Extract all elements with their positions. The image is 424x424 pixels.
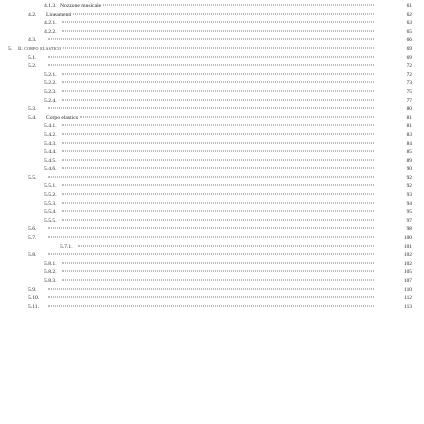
dot-leader — [62, 133, 374, 134]
toc-entry-title: Il corpo elastico — [18, 45, 62, 52]
toc-entry-page: 107 — [403, 278, 412, 284]
toc-entry-number: 5.8.3. — [44, 278, 57, 284]
dot-leader — [62, 219, 374, 220]
toc-entry-number: 5.4.3. — [44, 140, 57, 147]
dot-leader — [48, 56, 374, 57]
toc-entry-number: 4.2. — [28, 11, 37, 18]
toc-entry-number: 5.9. — [28, 286, 37, 293]
toc-entry[interactable] — [0, 148, 424, 157]
toc-entry[interactable] — [0, 191, 424, 200]
toc-entry-number: 5.5.3. — [44, 200, 57, 207]
toc-entry[interactable] — [0, 54, 424, 63]
dot-leader — [62, 194, 374, 195]
toc-entry-number: 5.2.4. — [44, 97, 57, 104]
toc-entry-number: 4.2.1. — [44, 20, 57, 27]
toc-entry[interactable] — [0, 131, 424, 140]
toc-entry-page: 62 — [406, 11, 412, 18]
toc-entry-page: 92 — [406, 174, 412, 181]
toc-entry-number: 4.1.3. — [44, 3, 57, 9]
toc-entry-title: Corpo elastico — [46, 114, 79, 121]
toc-entry-page: 112 — [404, 295, 412, 302]
toc-entry-number: 5.10. — [28, 295, 40, 302]
toc-entry[interactable] — [0, 286, 424, 295]
dot-leader — [62, 151, 374, 152]
toc-entry-page: 61 — [406, 3, 412, 9]
toc-entry[interactable] — [0, 140, 424, 149]
toc-entry[interactable] — [0, 71, 424, 80]
dot-leader — [62, 202, 374, 203]
toc-entry-number: 5.4.5. — [44, 157, 57, 164]
toc-entry-page: 93 — [406, 192, 412, 199]
dot-leader — [62, 211, 374, 212]
dot-leader — [48, 65, 374, 66]
toc-entry-page: 85 — [406, 149, 412, 156]
toc-entry-number: 5.4. — [28, 114, 37, 121]
dot-leader — [103, 5, 374, 6]
toc-entry-page: 113 — [404, 303, 412, 310]
toc-entry[interactable] — [0, 36, 424, 45]
dot-leader — [62, 159, 374, 160]
toc-entry-page: 102 — [403, 252, 412, 259]
toc-entry-number: 5.2.1. — [44, 71, 57, 78]
toc-entry-number: 5.2.3. — [44, 88, 57, 95]
toc-entry-number: 5.4.6. — [44, 166, 57, 173]
toc-entry-number: 5.11. — [28, 303, 39, 310]
toc-entry-page: 73 — [406, 80, 412, 87]
toc-entry-number: 5.5.4. — [44, 209, 57, 216]
toc-entry-page: 90 — [406, 166, 412, 173]
dot-leader — [62, 125, 374, 126]
toc-entry[interactable] — [0, 243, 424, 252]
dot-leader — [48, 237, 374, 238]
toc-entry-number: 5.6. — [28, 226, 37, 233]
toc-entry[interactable] — [0, 182, 424, 191]
toc-entry[interactable] — [0, 225, 424, 234]
toc-entry-page: 72 — [406, 63, 412, 70]
toc-entry-number: 5.5.2. — [44, 192, 57, 199]
toc-entry-page: 110 — [404, 286, 412, 293]
toc-entry-number: 5.3. — [28, 106, 37, 113]
dot-leader — [62, 30, 374, 31]
toc-entry-page: 69 — [406, 45, 412, 52]
toc-entry[interactable] — [0, 260, 424, 269]
toc-entry[interactable] — [0, 11, 424, 20]
dot-leader — [48, 288, 374, 289]
dot-leader — [62, 73, 374, 74]
toc-entry-page: 100 — [403, 235, 412, 242]
dot-leader — [62, 271, 374, 272]
dot-leader — [62, 82, 374, 83]
toc-entry-page: 75 — [406, 88, 412, 95]
toc-entry[interactable] — [0, 294, 424, 303]
toc-entry[interactable] — [0, 19, 424, 28]
toc-entry[interactable] — [0, 208, 424, 217]
toc-entry-page: 98 — [406, 226, 412, 233]
toc-list — [0, 2, 424, 311]
toc-entry-page: 105 — [403, 269, 412, 276]
toc-entry-page: 95 — [406, 209, 412, 216]
toc-entry-number: 5.5.5. — [44, 217, 57, 224]
toc-entry-page: 66 — [406, 37, 412, 44]
dot-leader — [62, 22, 374, 23]
toc-entry-page: 97 — [406, 217, 412, 224]
toc-entry-number: 5.1. — [28, 54, 37, 61]
toc-entry[interactable] — [0, 105, 424, 114]
toc-entry[interactable] — [0, 122, 424, 131]
toc-entry-page: 65 — [406, 28, 412, 35]
toc-entry-page: 83 — [406, 131, 412, 138]
toc-entry-page: 63 — [406, 20, 412, 27]
toc-entry[interactable] — [0, 251, 424, 260]
toc-entry[interactable] — [0, 45, 424, 54]
toc-entry-number: 5.4.1. — [44, 123, 57, 130]
toc-entry[interactable] — [0, 157, 424, 166]
toc-entry-number: 5.4.4. — [44, 149, 57, 156]
toc-entry-page: 81 — [406, 123, 412, 130]
toc-entry-page: 72 — [406, 71, 412, 78]
dot-leader — [48, 254, 374, 255]
dot-leader — [62, 168, 374, 169]
dot-leader — [73, 13, 374, 14]
toc-entry[interactable] — [0, 303, 424, 312]
toc-entry-number: 5. — [8, 45, 13, 52]
toc-entry[interactable] — [0, 114, 424, 123]
dot-leader — [80, 116, 374, 117]
toc-entry[interactable] — [0, 79, 424, 88]
toc-entry-number: 4.3. — [28, 37, 37, 44]
toc-entry-page: 101 — [403, 243, 412, 250]
toc-entry[interactable] — [0, 268, 424, 277]
dot-leader — [62, 90, 374, 91]
toc-entry[interactable] — [0, 88, 424, 97]
toc-entry-page: 89 — [406, 157, 412, 164]
toc-entry-page: 77 — [406, 97, 412, 104]
dot-leader — [48, 305, 374, 306]
toc-entry-number: 5.2. — [28, 63, 37, 70]
toc-entry-number: 5.5.1. — [44, 183, 57, 190]
toc-entry[interactable] — [0, 174, 424, 183]
toc-entry[interactable] — [0, 28, 424, 37]
toc-entry[interactable] — [0, 165, 424, 174]
toc-entry-number: 5.5. — [28, 174, 37, 181]
toc-entry-page: 84 — [406, 140, 412, 147]
toc-entry-number: 5.7.1. — [60, 243, 73, 250]
toc-entry-title: Lineamenti — [46, 11, 72, 18]
toc-entry[interactable] — [0, 217, 424, 226]
dot-leader — [48, 297, 374, 298]
dot-leader — [62, 280, 374, 281]
dot-leader — [48, 108, 374, 109]
dot-leader — [48, 39, 374, 40]
toc-entry-number: 5.8. — [28, 252, 37, 259]
dot-leader — [62, 262, 374, 263]
toc-entry-page: 69 — [406, 54, 412, 61]
toc-entry-number: 5.2.2. — [44, 80, 57, 87]
dot-leader — [62, 185, 374, 186]
toc-entry[interactable] — [0, 2, 424, 11]
toc-entry-page: 81 — [406, 114, 412, 121]
toc-entry-page: 92 — [406, 183, 412, 190]
toc-entry-page: 94 — [406, 200, 412, 207]
dot-leader — [63, 47, 374, 48]
toc-entry[interactable] — [0, 234, 424, 243]
dot-leader — [78, 245, 374, 246]
toc-entry-page: 80 — [406, 106, 412, 113]
toc-entry[interactable] — [0, 277, 424, 286]
toc-entry-page: 102 — [403, 260, 412, 267]
dot-leader — [62, 99, 374, 100]
toc-entry-number: 5.4.2. — [44, 131, 57, 138]
dot-leader — [62, 142, 374, 143]
toc-entry-number: 4.2.2. — [44, 28, 57, 35]
toc-entry[interactable] — [0, 62, 424, 71]
toc-entry[interactable] — [0, 97, 424, 106]
dot-leader — [48, 176, 374, 177]
toc-entry-title: Nozzone musicale — [60, 3, 102, 9]
dot-leader — [48, 228, 374, 229]
toc-entry[interactable] — [0, 200, 424, 209]
toc-entry-number: 5.8.1. — [44, 260, 57, 267]
toc-entry-number: 5.7. — [28, 235, 37, 242]
toc-entry-number: 5.8.2. — [44, 269, 57, 276]
